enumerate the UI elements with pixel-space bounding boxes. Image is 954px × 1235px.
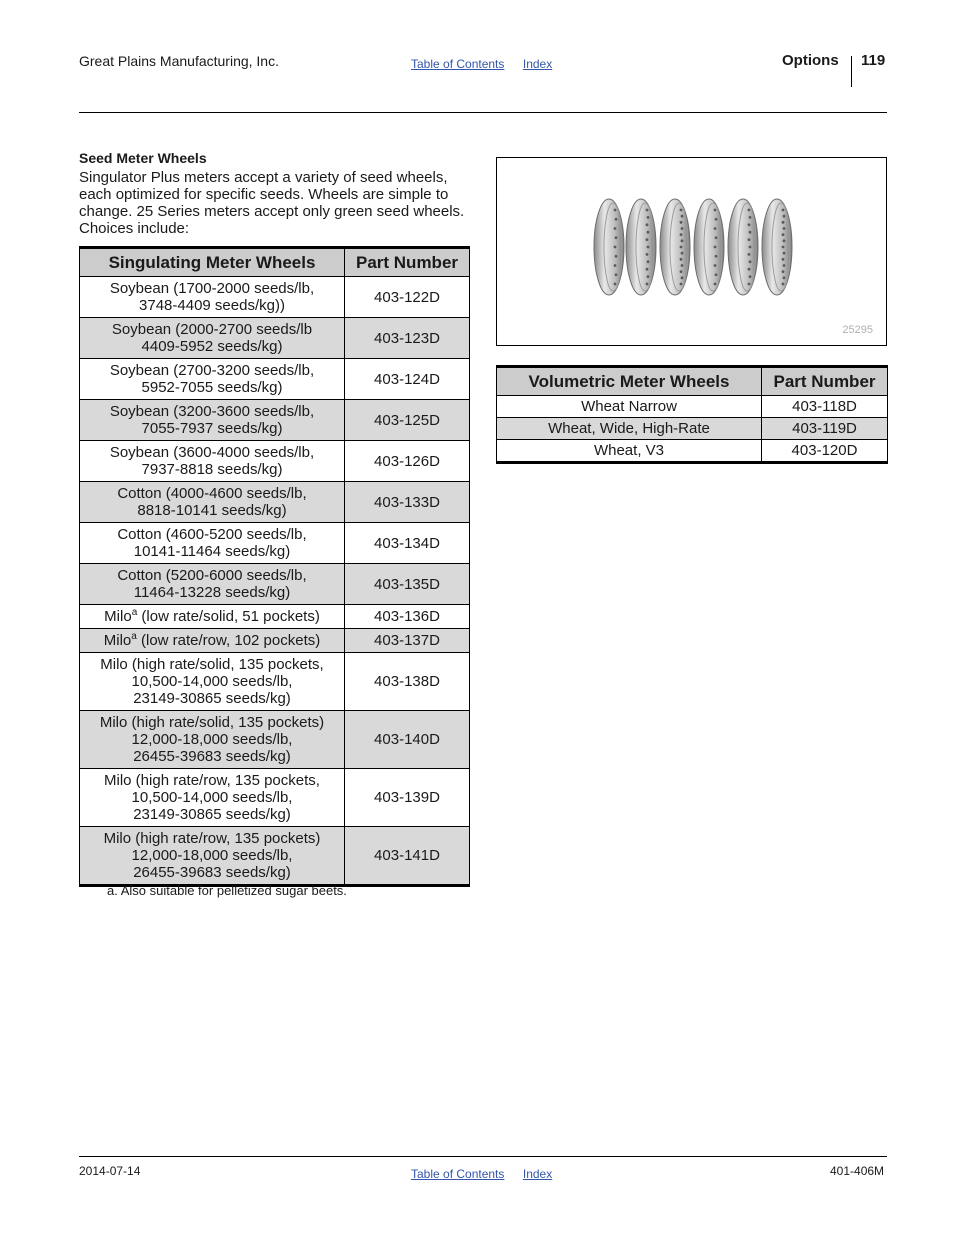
intro-paragraph: Singulator Plus meters accept a variety of seed wheels, each optimized for specific seeds. Wheels are simple to change. 25 Series meters accept only green seed wheels. Choices include: (79, 169, 465, 237)
cell-line: Soybean (2000-2700 seeds/lb (111, 321, 313, 338)
cell-line: 11464-13228 seeds/kg) (133, 584, 291, 601)
singulating-table-body (80, 277, 470, 886)
part-number-cell: 403-141D (345, 827, 470, 886)
wheel-description-cell (80, 482, 345, 523)
part-number-cell: 403-125D (345, 400, 470, 441)
cell-line: Milo (high rate/solid, 135 pockets) (99, 714, 325, 731)
seed-wheels-image (497, 158, 886, 345)
seed-wheel (762, 199, 792, 295)
seed-wheel (626, 199, 656, 295)
cell-line: Milo (high rate/solid, 135 pockets, (100, 656, 324, 673)
header-nav (411, 55, 566, 73)
table-row (80, 605, 470, 629)
cell-line: Soybean (3600-4000 seeds/lb, (109, 444, 315, 461)
part-number-cell: 403-123D (345, 318, 470, 359)
cell-line: 12,000-18,000 seeds/lb, (131, 731, 293, 748)
cell-line: Soybean (2700-3200 seeds/lb, (109, 362, 315, 379)
part-number-cell: 403-133D (345, 482, 470, 523)
table-row (80, 653, 470, 711)
footer-doc-number: 401-406M (830, 1164, 885, 1178)
part-number-cell: 403-138D (345, 653, 470, 711)
volumetric-wheels-table (496, 365, 888, 464)
seed-wheel (594, 199, 624, 295)
part-number-cell: 403-140D (345, 711, 470, 769)
table-row (80, 318, 470, 359)
figure-number: 25295 (842, 324, 873, 336)
cell-line: 7055-7937 seeds/kg) (141, 420, 283, 437)
header-toc-link[interactable]: Table of Contents (411, 57, 505, 71)
wheel-description-cell (80, 523, 345, 564)
wheel-description-cell (80, 441, 345, 482)
cell-detail: (low rate/solid, 51 pockets) (137, 608, 320, 625)
table-header-row (80, 248, 470, 277)
part-number-cell: 403-124D (345, 359, 470, 400)
cell-name: Milo (103, 632, 132, 649)
footnote-marker: a (131, 631, 137, 642)
cell-name: Milo (104, 608, 132, 625)
footnote: a. Also suitable for pelletized sugar beets. (107, 883, 347, 898)
cell-line: Soybean (3200-3600 seeds/lb, (109, 403, 315, 420)
section-name: Options (782, 52, 839, 69)
wheel-description-cell (80, 653, 345, 711)
wheel-description-cell: Wheat, Wide, High-Rate (497, 418, 762, 440)
part-number-cell: 403-134D (345, 523, 470, 564)
header-rule (79, 112, 887, 113)
seed-wheel (728, 199, 758, 295)
table-row (80, 400, 470, 441)
singulating-wheels-table (79, 246, 470, 887)
seed-wheels-figure (496, 157, 887, 346)
part-number-cell: 403-136D (345, 605, 470, 629)
footer-toc-link[interactable]: Table of Contents (411, 1167, 505, 1181)
header-divider (851, 56, 852, 87)
cell-line: Milo (high rate/row, 135 pockets) (103, 830, 321, 847)
table-row (497, 396, 888, 418)
table-row (80, 564, 470, 605)
table-header-row (497, 367, 888, 396)
cell-line: 3748-4409 seeds/kg)) (139, 297, 285, 314)
table-row (80, 482, 470, 523)
column-header: Singulating Meter Wheels (80, 248, 345, 277)
seed-wheel (694, 199, 724, 295)
part-number-cell: 403-135D (345, 564, 470, 605)
footer-index-link[interactable]: Index (522, 1167, 553, 1181)
seed-wheel (660, 199, 690, 295)
table-row (80, 359, 470, 400)
column-header: Volumetric Meter Wheels (497, 367, 762, 396)
cell-line: 10,500-14,000 seeds/lb, (131, 673, 293, 690)
section-title: Seed Meter Wheels (79, 150, 207, 166)
cell-detail: (low rate/row, 102 pockets) (136, 632, 321, 649)
cell-line: 26455-39683 seeds/kg) (133, 864, 291, 881)
wheel-description-cell (80, 769, 345, 827)
part-number-cell: 403-137D (345, 629, 470, 653)
table-row (497, 418, 888, 440)
cell-line: 10141-11464 seeds/kg) (133, 543, 291, 560)
wheel-description-cell (80, 359, 345, 400)
wheel-description-cell (80, 605, 345, 629)
company-name: Great Plains Manufacturing, Inc. (79, 53, 279, 69)
cell-line: 26455-39683 seeds/kg) (133, 748, 291, 765)
cell-line: Cotton (5200-6000 seeds/lb, (117, 567, 307, 584)
table-row (80, 711, 470, 769)
cell-line: Cotton (4000-4600 seeds/lb, (117, 485, 307, 502)
cell-line: 5952-7055 seeds/kg) (141, 379, 283, 396)
footnote-marker: a (131, 607, 138, 618)
page-number: 119 (861, 52, 886, 69)
wheel-description-cell (80, 318, 345, 359)
header-index-link[interactable]: Index (522, 57, 553, 71)
cell-line: 4409-5952 seeds/kg) (141, 338, 283, 355)
wheel-description-cell: Wheat Narrow (497, 396, 762, 418)
part-number-cell: 403-119D (762, 418, 888, 440)
table-row (80, 277, 470, 318)
wheel-description-cell (80, 629, 345, 653)
table-row (80, 827, 470, 886)
cell-line: Cotton (4600-5200 seeds/lb, (117, 526, 307, 543)
cell-line: 23149-30865 seeds/kg) (133, 690, 291, 707)
cell-line: Soybean (1700-2000 seeds/lb, (109, 280, 315, 297)
column-header: Part Number (345, 248, 470, 277)
footer-date: 2014-07-14 (79, 1164, 141, 1178)
footer-nav (411, 1165, 566, 1183)
part-number-cell: 403-118D (762, 396, 888, 418)
wheel-description-cell (80, 711, 345, 769)
table-row (80, 523, 470, 564)
cell-line: 7937-8818 seeds/kg) (141, 461, 283, 478)
table-row (80, 629, 470, 653)
cell-line: 8818-10141 seeds/kg) (137, 502, 287, 519)
cell-line: 23149-30865 seeds/kg) (133, 806, 291, 823)
column-header: Part Number (762, 367, 888, 396)
wheel-description-cell (80, 564, 345, 605)
table-row (80, 441, 470, 482)
wheel-description-cell (80, 277, 345, 318)
part-number-cell: 403-139D (345, 769, 470, 827)
part-number-cell: 403-126D (345, 441, 470, 482)
wheel-description-cell: Wheat, V3 (497, 440, 762, 463)
table-row (80, 769, 470, 827)
wheel-description-cell (80, 400, 345, 441)
wheel-description-cell (80, 827, 345, 886)
part-number-cell: 403-120D (762, 440, 888, 463)
volumetric-table-body (497, 396, 888, 463)
footer-rule (79, 1156, 887, 1157)
cell-line: 10,500-14,000 seeds/lb, (131, 789, 293, 806)
cell-line: Milo (high rate/row, 135 pockets, (104, 772, 320, 789)
table-row (497, 440, 888, 463)
part-number-cell: 403-122D (345, 277, 470, 318)
cell-line: 12,000-18,000 seeds/lb, (131, 847, 293, 864)
